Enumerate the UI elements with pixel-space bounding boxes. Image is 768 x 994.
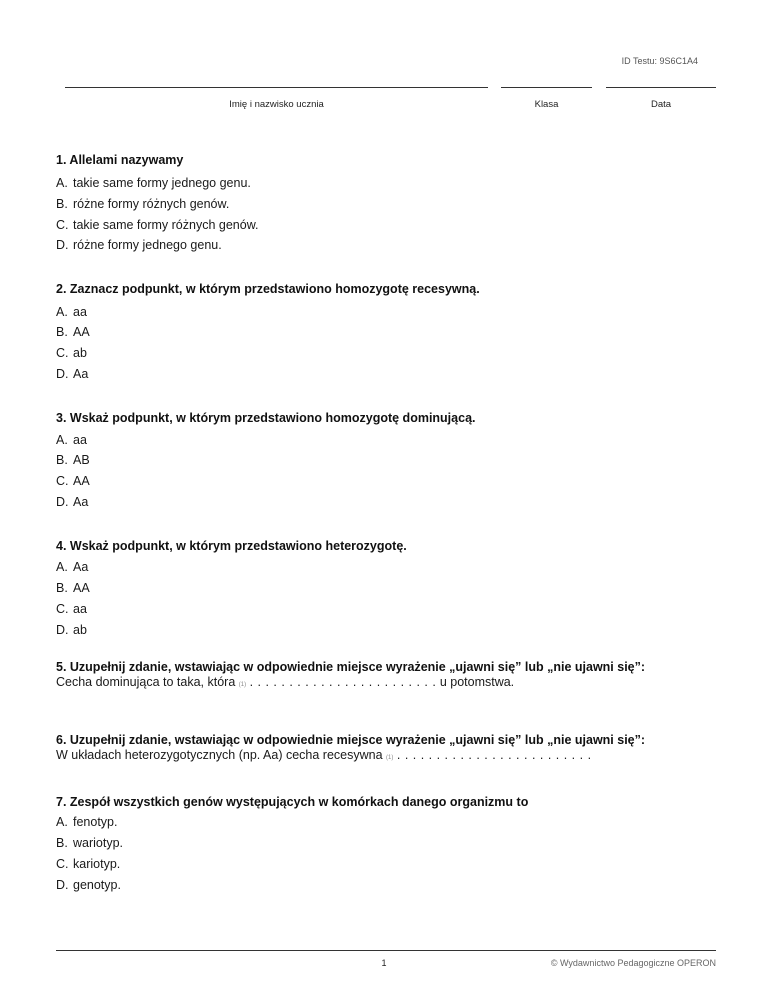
answer-blank[interactable]: . . . . . . . . . . . . . . . . . . . . . . . . [249, 675, 437, 689]
name-label: Imię i nazwisko ucznia [229, 99, 324, 110]
option-letter: C. [56, 346, 69, 360]
option-letter: D. [56, 367, 69, 381]
option-letter: A. [56, 560, 68, 574]
option-text: aa [73, 305, 87, 319]
question-2-title: 2. Zaznacz podpunkt, w którym przedstawiono homozygotę recesywną. [56, 282, 480, 296]
question-1-option-c[interactable] [56, 218, 259, 232]
question-3-option-a[interactable] [56, 433, 87, 447]
name-field-line[interactable] [65, 87, 488, 88]
option-letter: A. [56, 815, 68, 829]
copyright-notice: © Wydawnictwo Pedagogiczne OPERON [550, 958, 716, 968]
question-7-option-b[interactable] [56, 836, 123, 850]
option-letter: C. [56, 474, 69, 488]
question-7-option-a[interactable] [56, 815, 117, 829]
question-1-title: 1. Allelami nazywamy [56, 153, 184, 167]
option-text: aa [73, 433, 87, 447]
points-marker: (1) [386, 755, 394, 761]
option-letter: A. [56, 176, 68, 190]
question-4-option-d[interactable] [56, 623, 87, 637]
question-5-title: 5. Uzupełnij zdanie, wstawiając w odpowiednie miejsce wyrażenie „ujawni się” lub „nie ujawni się”: [56, 660, 646, 674]
option-letter: B. [56, 325, 68, 339]
question-3-option-b[interactable] [56, 453, 90, 467]
option-text: AA [73, 581, 90, 595]
option-text: takie same formy różnych genów. [73, 218, 259, 232]
option-text: Aa [73, 495, 89, 509]
option-letter: A. [56, 433, 68, 447]
page-number: 1 [381, 958, 387, 968]
option-text: różne formy różnych genów. [73, 197, 230, 211]
option-text: AA [73, 474, 90, 488]
option-text: AB [73, 453, 90, 467]
question-7-title: 7. Zespół wszystkich genów występujących w komórkach danego organizmu to [56, 795, 529, 809]
question-3-option-d[interactable] [56, 495, 88, 509]
sentence-end: u potomstwa. [439, 675, 515, 689]
option-text: Aa [73, 560, 89, 574]
footer-divider [56, 950, 716, 951]
class-label: Klasa [534, 99, 559, 110]
question-3-option-c[interactable] [56, 474, 90, 488]
option-letter: A. [56, 305, 68, 319]
question-3-title: 3. Wskaż podpunkt, w którym przedstawiono homozygotę dominującą. [56, 411, 476, 425]
option-text: genotyp. [73, 878, 121, 892]
question-1-option-a[interactable] [56, 176, 251, 190]
option-text: ab [73, 623, 87, 637]
class-field-line[interactable] [501, 87, 592, 88]
option-text: różne formy jednego genu. [73, 238, 222, 252]
question-1-option-d[interactable] [56, 238, 222, 252]
question-2-option-c[interactable] [56, 346, 87, 360]
option-text: Aa [73, 367, 89, 381]
option-letter: B. [56, 453, 68, 467]
option-letter: D. [56, 878, 69, 892]
option-letter: D. [56, 495, 69, 509]
question-7-option-d[interactable] [56, 878, 121, 892]
option-letter: D. [56, 623, 69, 637]
question-7-option-c[interactable] [56, 857, 120, 871]
sentence-start: W układach heterozygotycznych (np. Aa) cecha recesywna [56, 748, 383, 762]
points-marker: (1) [238, 682, 247, 688]
question-4-title: 4. Wskaż podpunkt, w którym przedstawiono heterozygotę. [56, 539, 407, 553]
option-text: AA [73, 325, 90, 339]
option-letter: B. [56, 581, 68, 595]
question-1-option-b[interactable] [56, 197, 229, 211]
option-text: takie same formy jednego genu. [73, 176, 251, 190]
date-label: Data [650, 99, 672, 110]
question-5-sentence [56, 675, 514, 689]
question-2-option-b[interactable] [56, 325, 90, 339]
test-id: ID Testu: 9S6C1A4 [621, 56, 698, 66]
option-text: ab [73, 346, 87, 360]
option-text: wariotyp. [73, 836, 124, 850]
question-6-title: 6. Uzupełnij zdanie, wstawiając w odpowiednie miejsce wyrażenie „ujawni się” lub „nie ujawni się”: [56, 733, 646, 747]
question-4-option-a[interactable] [56, 560, 88, 574]
question-2-option-d[interactable] [56, 367, 88, 381]
option-letter: B. [56, 836, 68, 850]
question-4-option-c[interactable] [56, 602, 87, 616]
option-text: aa [73, 602, 87, 616]
option-letter: C. [56, 218, 69, 232]
option-text: kariotyp. [73, 857, 121, 871]
sentence-start: Cecha dominująca to taka, która [56, 675, 236, 689]
question-2-option-a[interactable] [56, 305, 87, 319]
option-letter: B. [56, 197, 68, 211]
option-letter: D. [56, 238, 69, 252]
question-4-option-b[interactable] [56, 581, 90, 595]
answer-blank[interactable]: . . . . . . . . . . . . . . . . . . . . . . . . . [396, 748, 592, 762]
option-letter: C. [56, 602, 69, 616]
question-6-sentence [56, 748, 592, 762]
option-letter: C. [56, 857, 69, 871]
option-text: fenotyp. [73, 815, 118, 829]
date-field-line[interactable] [606, 87, 716, 88]
